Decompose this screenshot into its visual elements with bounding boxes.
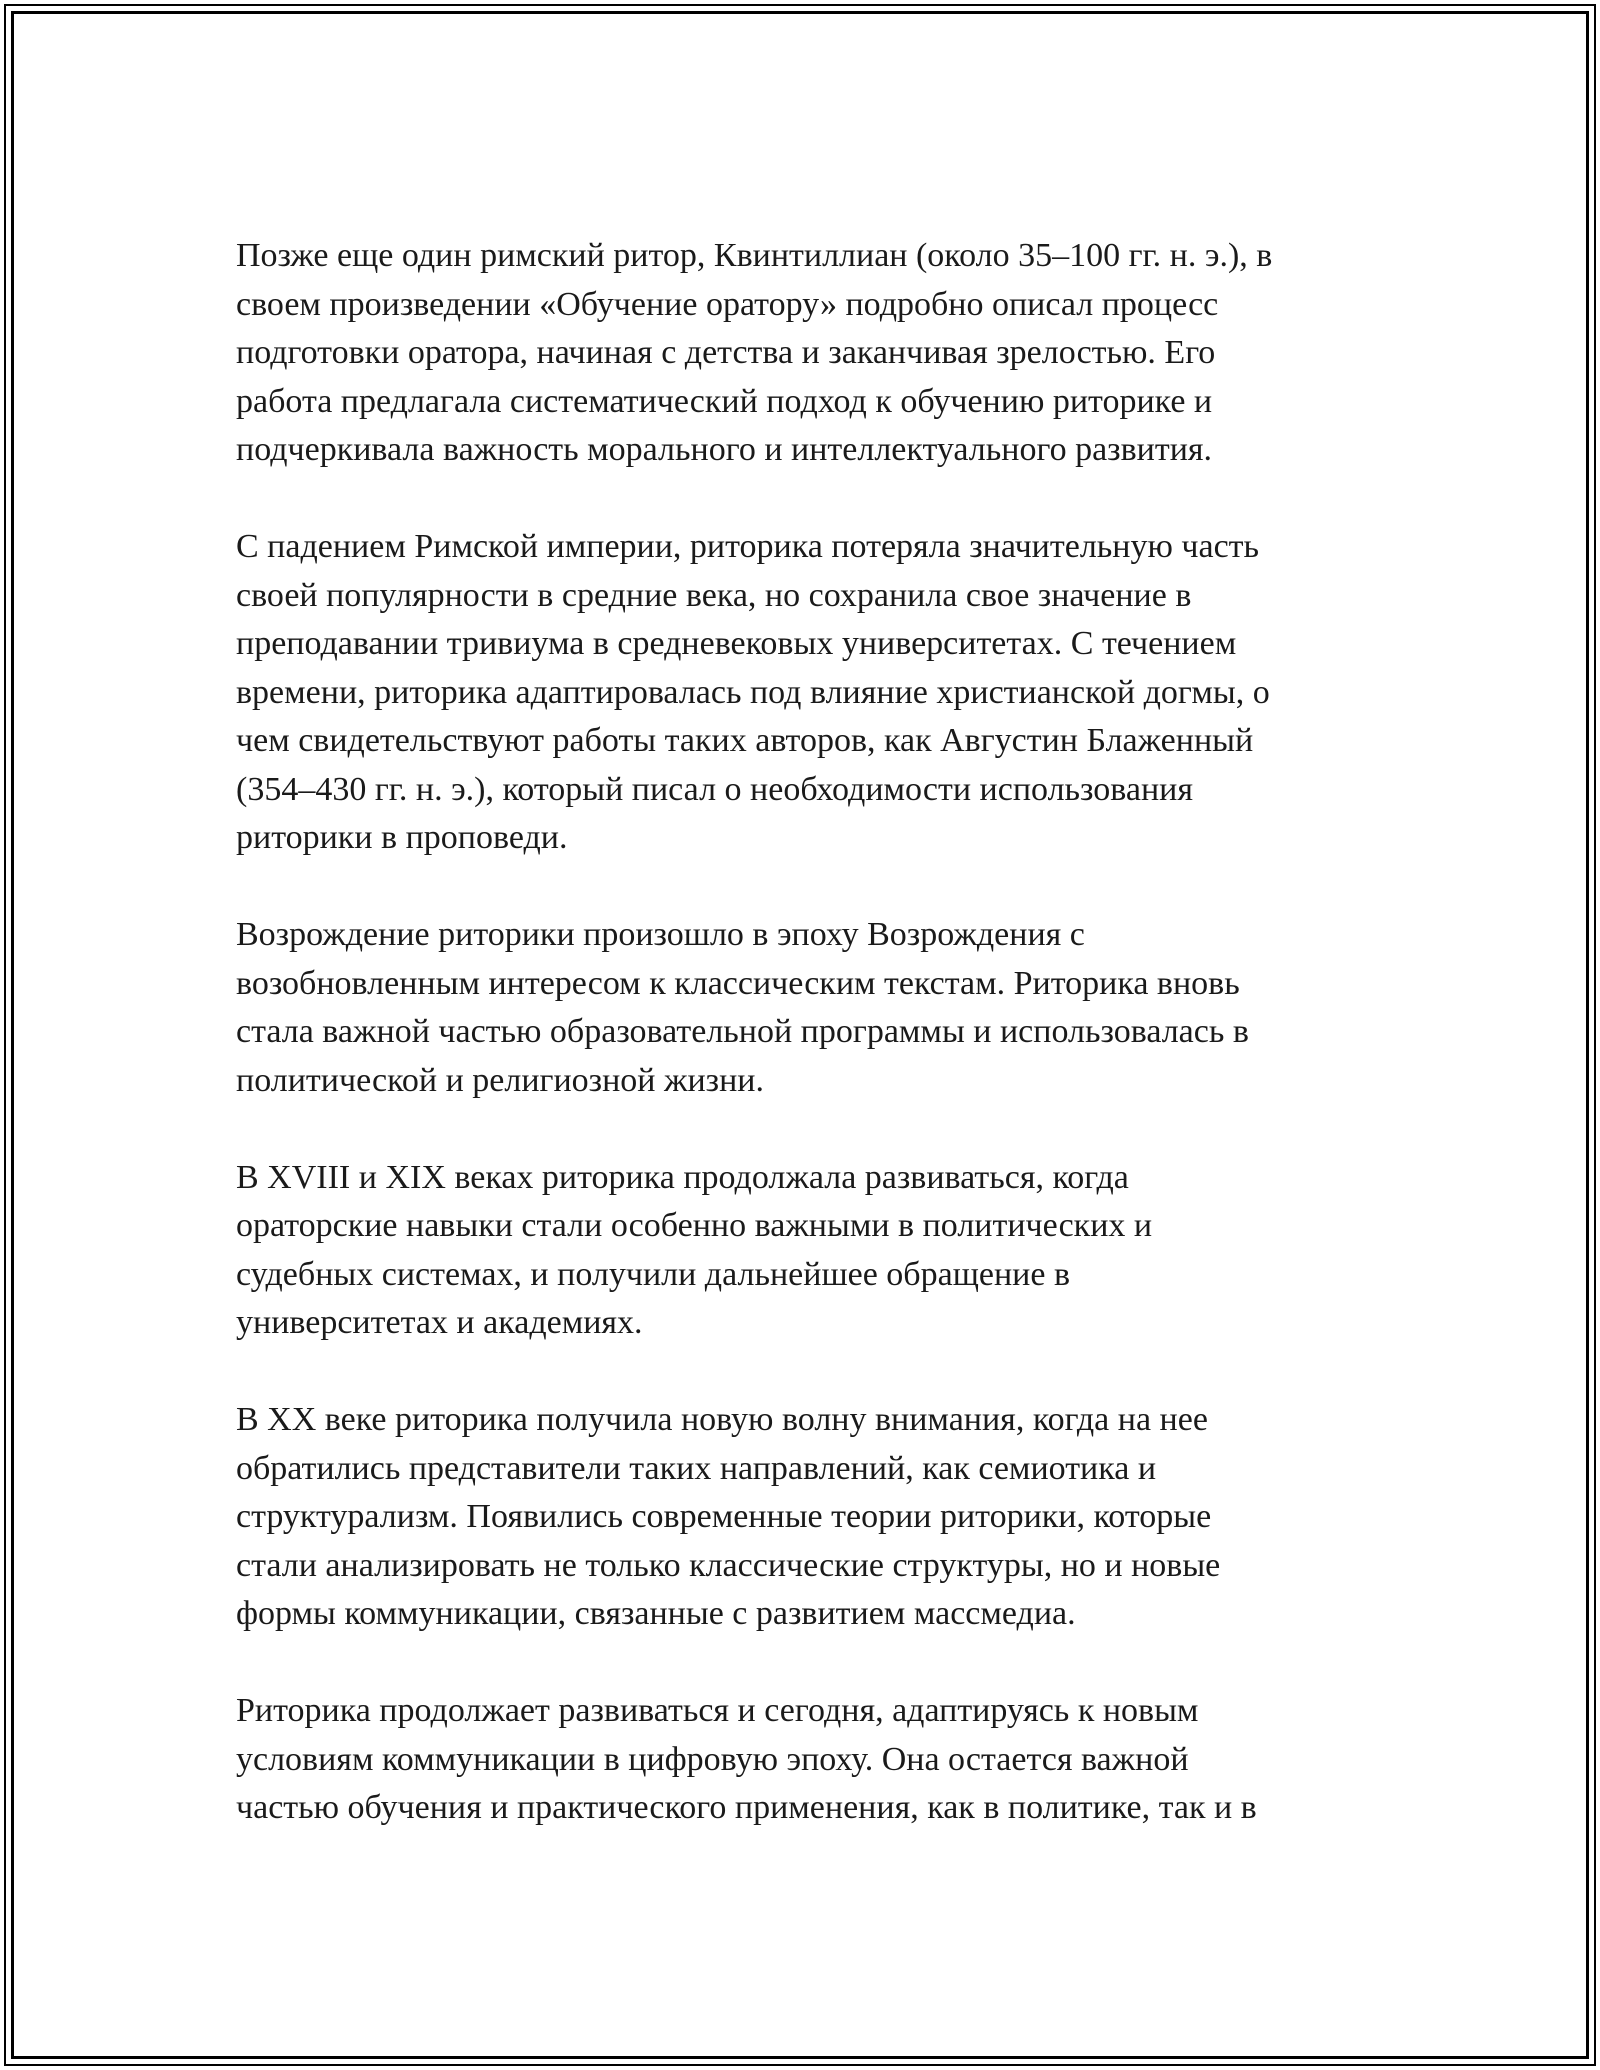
paragraph-middle-ages: С падением Римской империи, риторика потеряла значительную часть своей популярности в средние века, но сохранила свое значение в преподавании тривиума в средневековых университетах. С течением времени, риторика адаптировалась под влияние христианской догмы, о чем свидетельствуют работы таких авторов, как Августин Блаженный (354–430 гг. н. э.), который писал о необходимости использования риторики в проповеди.	[236, 528, 1270, 856]
document-body	[236, 232, 1396, 1833]
paragraph-20-century: В XX веке риторика получила новую волну внимания, когда на нее обратились представители таких направлений, как семиотика и структурализм. Появились современные теории риторики, которые стали анализировать не только классические структуры, но и новые формы коммуникации, связанные с развитием массмедиа.	[236, 1401, 1221, 1632]
paragraph-quintilian: Позже еще один римский ритор, Квинтиллиан (около 35–100 гг. н. э.), в своем произведении «Обучение оратору» подробно описал процесс подготовки оратора, начиная с детства и заканчивая зрелостью. Его работа предлагала систематический подход к обучению риторике и подчеркивала важность морального и интеллектуального развития.	[236, 237, 1273, 468]
paragraph-18-19-centuries: В XVIII и XIX веках риторика продолжала развиваться, когда ораторские навыки стали особенно важными в политических и судебных системах, и получили дальнейшее обращение в университетах и академиях.	[236, 1158, 1153, 1341]
paragraph-renaissance: Возрождение риторики произошло в эпоху Возрождения с возобновленным интересом к классическим текстам. Риторика вновь стала важной частью образовательной программы и использовалась в политической и религиозной жизни.	[236, 916, 1249, 1099]
paragraph-today: Риторика продолжает развиваться и сегодня, адаптируясь к новым условиям коммуникации в цифровую эпоху. Она остается важной частью обучения и практического применения, как в политике, так и в	[236, 1692, 1257, 1826]
